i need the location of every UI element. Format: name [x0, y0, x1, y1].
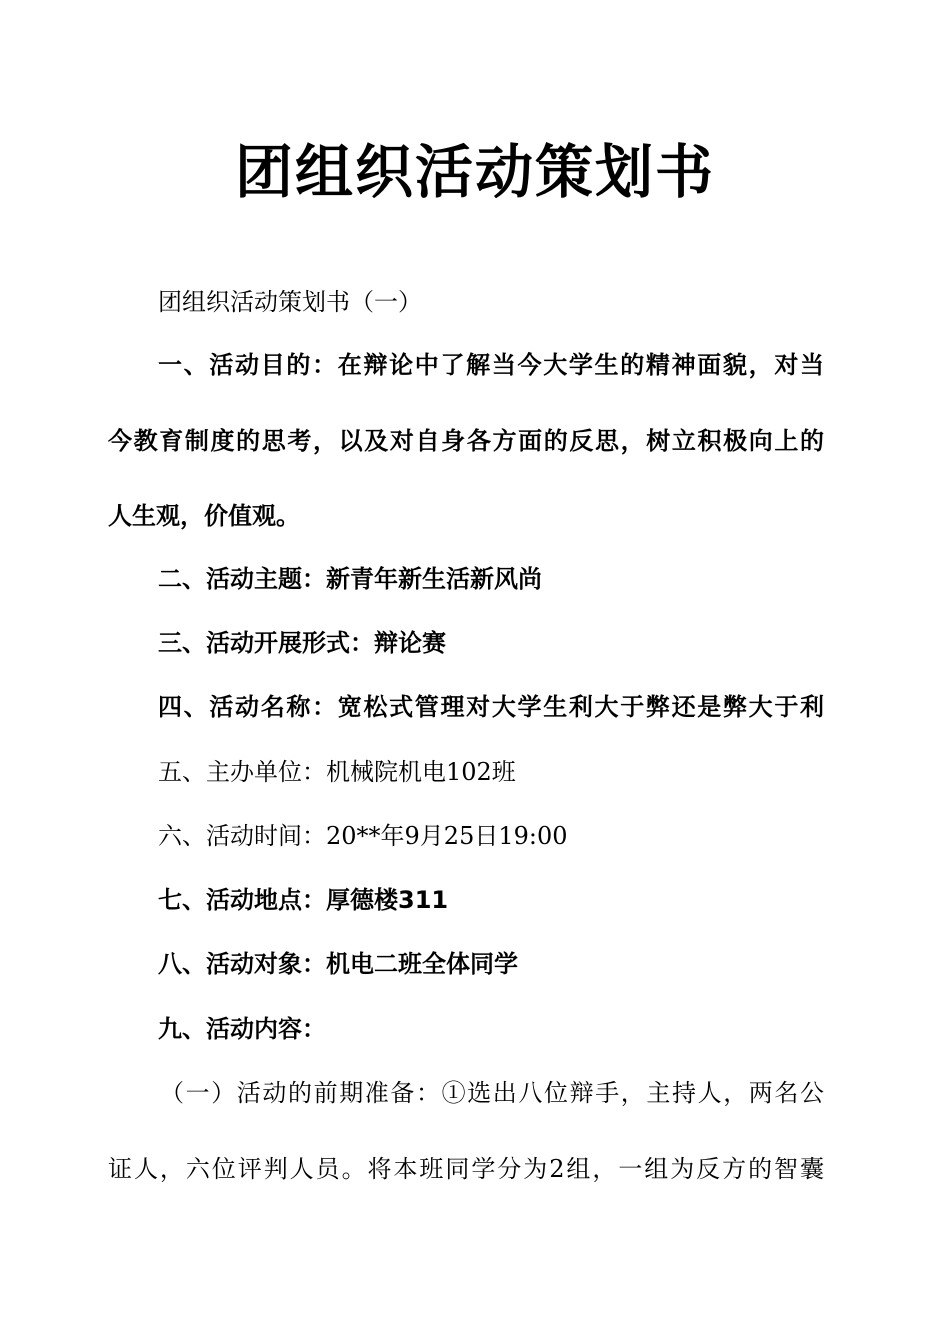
purpose-line-3: 人生观，价值观。 — [108, 502, 300, 530]
activity-name-line: 四、活动名称：宽松式管理对大学生利大于弊还是弊大于利 — [158, 693, 824, 721]
document-title: 团组织活动策划书 — [234, 138, 715, 206]
time-line: 六、活动时间：20**年9月25日19:00 — [158, 822, 568, 850]
purpose-line-2: 今教育制度的思考，以及对自身各方面的反思，树立积极向上的 — [108, 427, 824, 455]
preparation-line-2: 证人，六位评判人员。将本班同学分为2组，一组为反方的智囊 — [108, 1155, 824, 1183]
content-heading: 九、活动内容： — [158, 1015, 326, 1043]
theme-line: 二、活动主题：新青年新生活新风尚 — [158, 565, 542, 593]
form-line: 三、活动开展形式：辩论赛 — [158, 629, 446, 657]
purpose-line-1: 一、活动目的：在辩论中了解当今大学生的精神面貌，对当 — [158, 351, 824, 379]
preparation-line-1: （一）活动的前期准备：①选出八位辩手，主持人，两名公 — [160, 1079, 824, 1107]
organizer-line: 五、主办单位：机械院机电102班 — [158, 758, 516, 786]
location-line: 七、活动地点：厚德楼311 — [158, 886, 449, 914]
subtitle: 团组织活动策划书（一） — [158, 288, 422, 316]
audience-line: 八、活动对象：机电二班全体同学 — [158, 950, 518, 978]
